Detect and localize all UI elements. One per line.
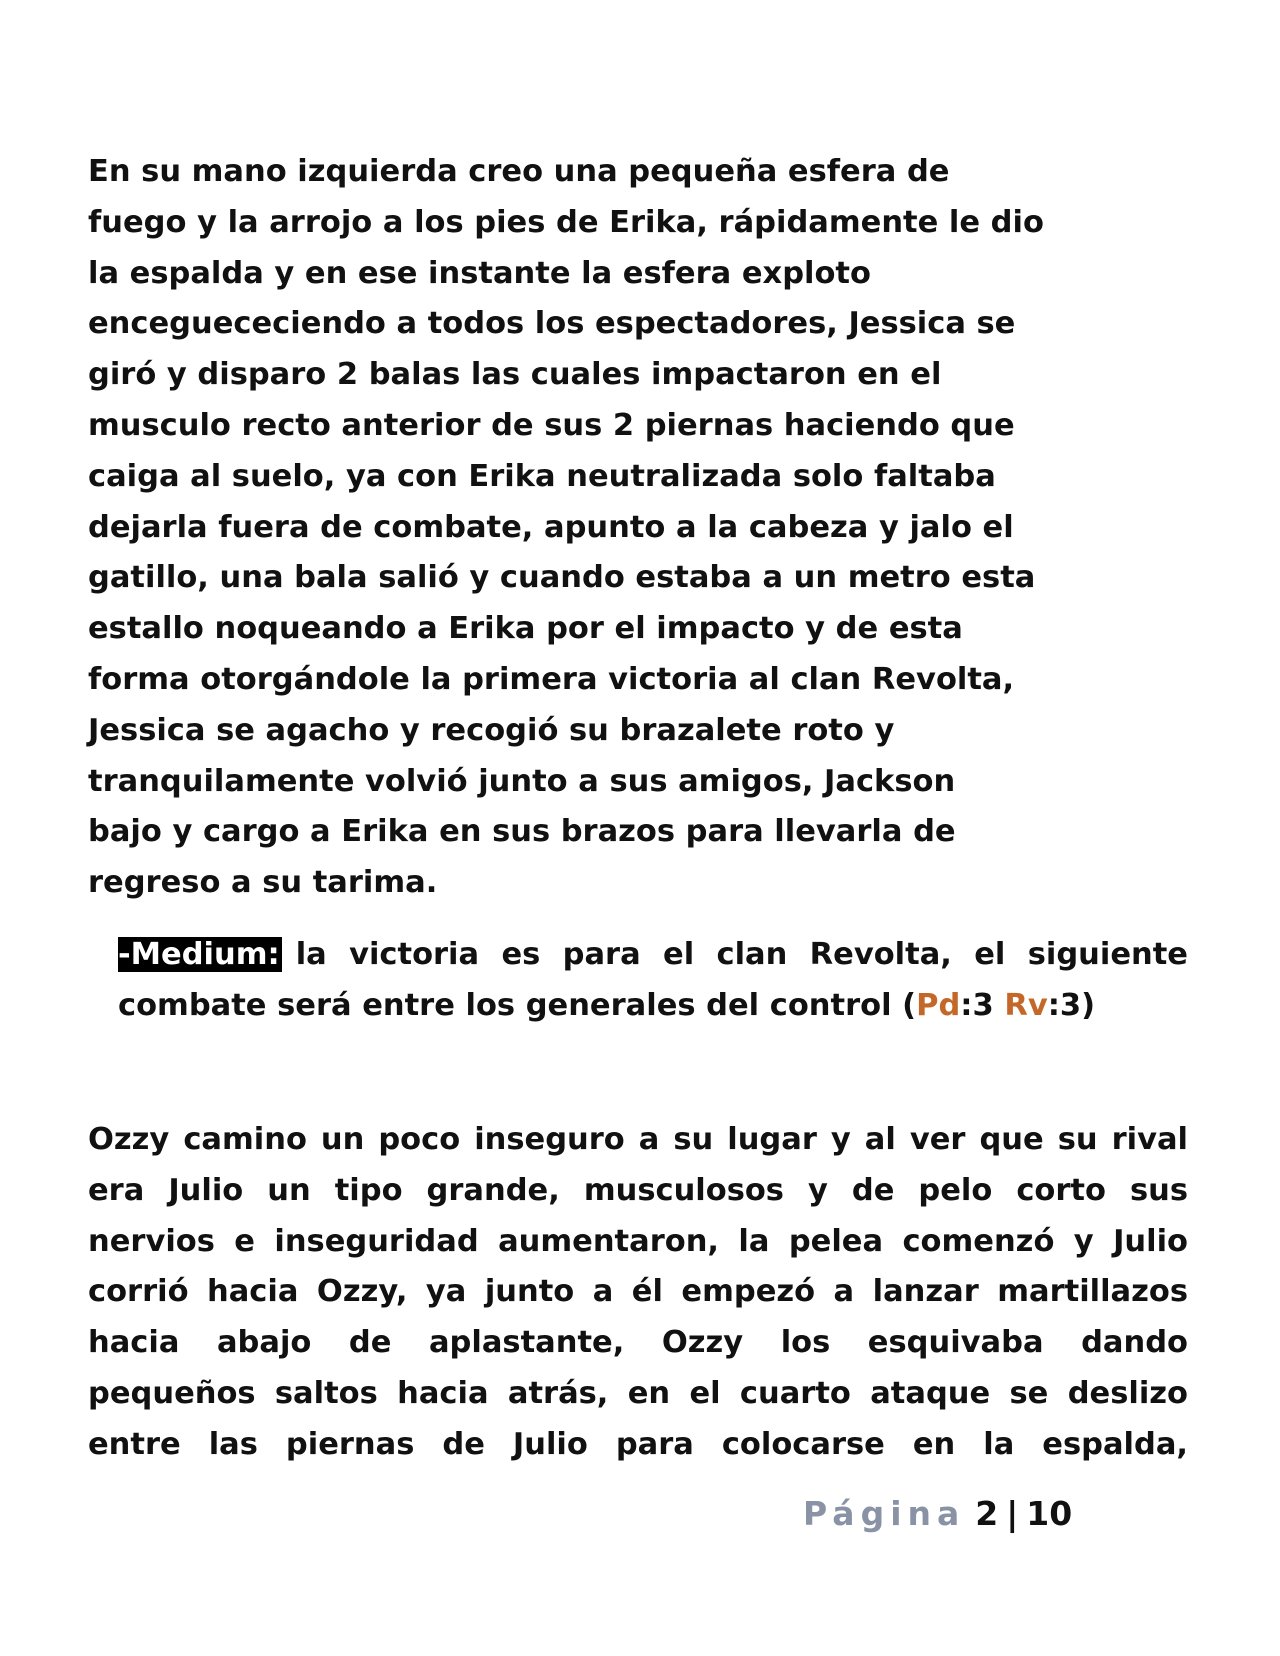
dialog-text: la victoria es para el clan Revolta, el siguiente (295, 937, 1188, 972)
paragraph-line: Jessica se agacho y recogió su brazalete roto y (88, 712, 895, 748)
paragraph-line: caiga al suelo, ya con Erika neutralizada solo faltaba (88, 458, 996, 494)
speaker-label: -Medium: (118, 937, 280, 972)
paragraph-line: corrió hacia Ozzy, ya junto a él empezó a lanzar martillazos (88, 1274, 1188, 1310)
paragraph-one (88, 147, 1188, 909)
paragraph-line: fuego y la arrojo a los pies de Erika, rápidamente le dio (88, 204, 1044, 240)
paragraph-line: pequeños saltos hacia atrás, en el cuarto ataque se deslizo (88, 1375, 1188, 1411)
dialog-text-prefix: combate será entre los generales del control ( (118, 987, 917, 1023)
paragraph-line: En su mano izquierda creo una pequeña esfera de (88, 154, 950, 189)
paragraph-line: bajo y cargo a Erika en sus brazos para llevarla de (88, 814, 956, 850)
medium-dialog (118, 930, 1188, 1032)
paragraph-line: forma otorgándole la primera victoria al clan Revolta, (88, 661, 1015, 697)
paragraph-line: gatillo, una bala salió y cuando estaba a un metro esta (88, 560, 1036, 596)
paragraph-line: musculo recto anterior de sus 2 piernas haciendo que (88, 407, 1015, 443)
score-pd-label: Pd (916, 987, 961, 1023)
paragraph-line: dejarla fuera de combate, apunto a la cabeza y jalo el (88, 509, 1014, 545)
dialog-line-two (118, 981, 1188, 1032)
paragraph-line: era Julio un tipo grande, musculosos y de pelo corto sus (88, 1172, 1188, 1208)
paragraph-two (88, 1115, 1188, 1471)
score-pd-value: :3 (960, 987, 1005, 1023)
paragraph-line: entre las piernas de Julio para colocarse en la espalda, (88, 1426, 1188, 1462)
paragraph-line: hacia abajo de aplastante, Ozzy los esquivaba dando (88, 1325, 1188, 1361)
score-rv-label: Rv (1004, 987, 1048, 1023)
page-word: Página (803, 1494, 966, 1533)
page-footer (803, 1494, 1072, 1533)
paragraph-line: regreso a su tarima. (88, 865, 438, 901)
paragraph-line: enceguececiendo a todos los espectadores, Jessica se (88, 306, 1016, 342)
paragraph-line: giró y disparo 2 balas las cuales impactaron en el (88, 357, 942, 393)
page-number: 2 (975, 1494, 999, 1533)
dialog-line-one (118, 930, 1188, 981)
paragraph-line: tranquilamente volvió junto a sus amigos, Jackson (88, 763, 956, 799)
page-separator: | (1006, 1494, 1019, 1533)
paragraph-line: Ozzy camino un poco inseguro a su lugar y al ver que su rival (88, 1122, 1188, 1157)
page-total: 10 (1026, 1494, 1073, 1533)
paragraph-line: estallo noqueando a Erika por el impacto y de esta (88, 611, 963, 647)
paragraph-line: nervios e inseguridad aumentaron, la pelea comenzó y Julio (88, 1223, 1188, 1259)
paragraph-line: la espalda y en ese instante la esfera exploto (88, 255, 871, 291)
score-rv-value: :3) (1047, 987, 1096, 1023)
